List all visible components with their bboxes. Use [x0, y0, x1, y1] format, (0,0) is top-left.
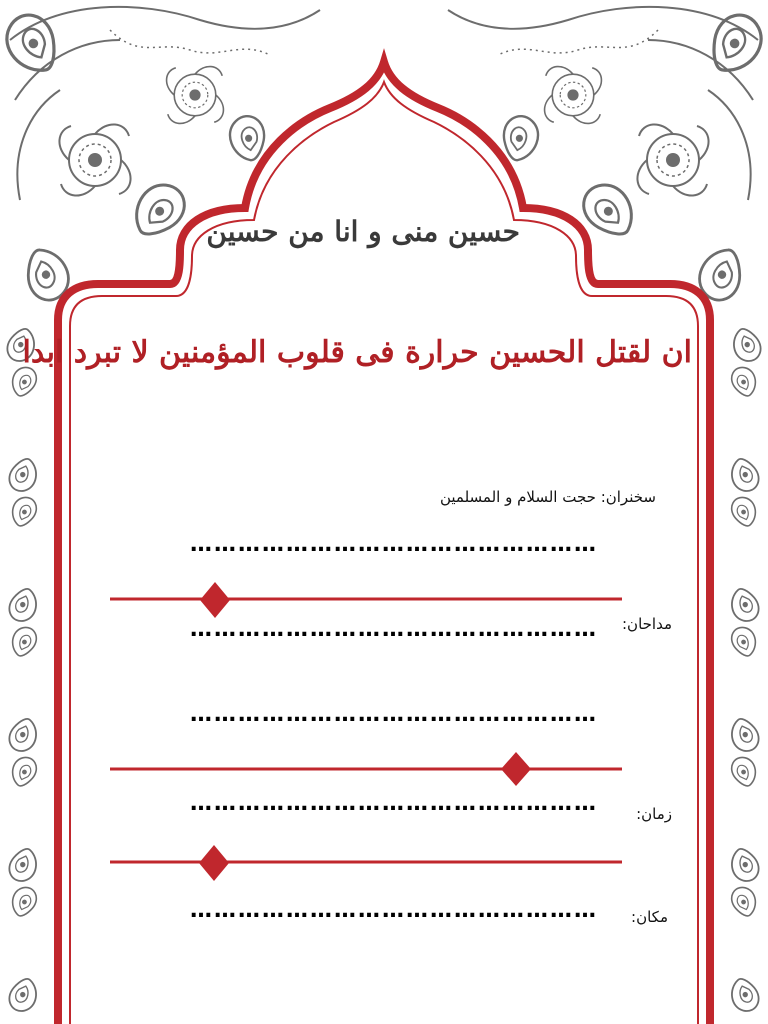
calligraphy-main: ان لقتل الحسین حرارة فی قلوب المؤمنین لا تبرد ابدا: [22, 335, 692, 370]
diamond-divider-icon: [501, 752, 531, 786]
place-dots-line: ……………………………………………: [190, 898, 598, 923]
corner-ornament-left: [0, 7, 320, 306]
eulogist-dots-line-2: ……………………………………………: [190, 702, 598, 727]
calligraphy-top: حسین منی و انا من حسین: [206, 215, 520, 248]
eulogist-dots-line-1: ……………………………………………: [190, 617, 598, 642]
side-border-right: [727, 325, 765, 1015]
corner-ornament-right: [448, 7, 768, 306]
diamond-divider-icon: [199, 845, 229, 881]
speaker-dots-line: ……………………………………………: [190, 532, 598, 557]
diamond-divider-icon: [200, 582, 230, 618]
divider-2: [110, 752, 622, 786]
place-label: مکان:: [631, 908, 668, 926]
speaker-label: سخنران: حجت السلام و المسلمین: [439, 488, 656, 506]
time-dots-line: ……………………………………………: [190, 791, 598, 816]
eulogist-label: مداحان:: [622, 615, 672, 633]
divider-1: [110, 582, 622, 618]
divider-3: [110, 845, 622, 881]
side-border-left: [4, 325, 42, 1015]
time-label: زمان:: [636, 805, 672, 823]
